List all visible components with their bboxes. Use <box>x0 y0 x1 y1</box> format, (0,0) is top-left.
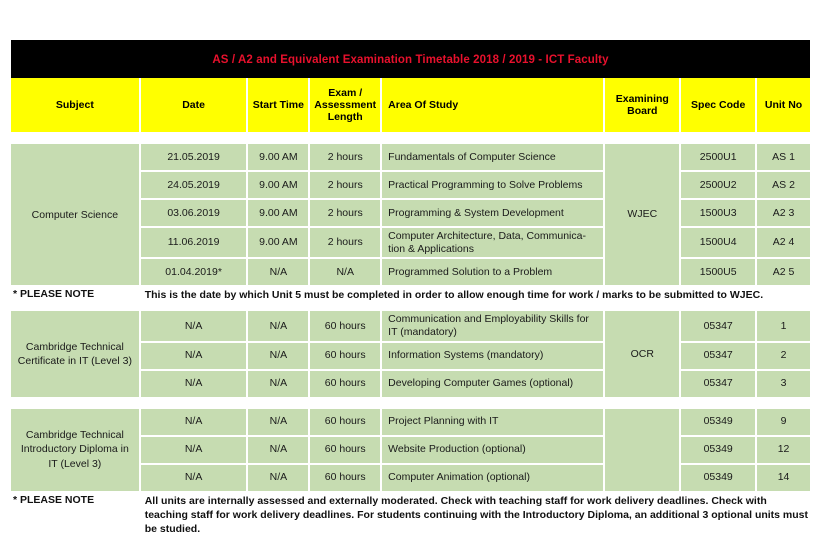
unit-no-cell: A2 5 <box>757 259 810 285</box>
subject-cell: Cambridge Technical Certificate in IT (Level 3) <box>11 311 141 396</box>
table-row <box>11 144 810 172</box>
unit-no-cell: A2 4 <box>757 228 810 259</box>
length-cell: 2 hours <box>310 144 382 172</box>
unit-no-cell: AS 2 <box>757 172 810 200</box>
start-time-cell: N/A <box>248 371 310 397</box>
column-header-examining-board: Examining Board <box>605 78 681 132</box>
date-cell: 21.05.2019 <box>141 144 249 172</box>
spec-code-cell: 05347 <box>681 343 757 371</box>
start-time-cell: N/A <box>248 437 310 465</box>
spacer-row <box>11 132 810 144</box>
spec-code-cell: 05349 <box>681 409 757 437</box>
area-of-study-cell: Website Production (optional) <box>382 437 605 465</box>
unit-no-cell: 2 <box>757 343 810 371</box>
spec-code-cell: 2500U1 <box>681 144 757 172</box>
date-cell: 24.05.2019 <box>141 172 249 200</box>
date-cell: 01.04.2019* <box>141 259 249 285</box>
examining-board-cell: WJEC <box>605 144 681 285</box>
date-cell: N/A <box>141 437 249 465</box>
area-of-study-cell: Fundamentals of Computer Science <box>382 144 605 172</box>
table-header-row <box>11 78 810 132</box>
area-of-study-cell: Programming & System Development <box>382 200 605 228</box>
start-time-cell: N/A <box>248 465 310 491</box>
unit-no-cell: 14 <box>757 465 810 491</box>
start-time-cell: 9.00 AM <box>248 144 310 172</box>
unit-no-cell: 12 <box>757 437 810 465</box>
start-time-cell: N/A <box>248 259 310 285</box>
note-label: * PLEASE NOTE <box>13 288 95 301</box>
length-cell: 60 hours <box>310 437 382 465</box>
title-bar <box>11 40 810 78</box>
date-cell: N/A <box>141 311 249 342</box>
column-header-subject: Subject <box>11 78 141 132</box>
title-bar-cell <box>11 40 810 78</box>
exam-timetable <box>11 40 810 539</box>
spacer-row <box>11 397 810 409</box>
length-cell: 60 hours <box>310 311 382 342</box>
area-of-study-cell: Developing Computer Games (optional) <box>382 371 605 397</box>
start-time-cell: N/A <box>248 409 310 437</box>
column-header-spec-code: Spec Code <box>681 78 757 132</box>
length-cell: 60 hours <box>310 465 382 491</box>
subject-cell: Cambridge Technical Introductory Diploma in IT (Level 3) <box>11 409 141 491</box>
unit-no-cell: 9 <box>757 409 810 437</box>
unit-no-cell: 1 <box>757 311 810 342</box>
length-cell: 2 hours <box>310 228 382 259</box>
spec-code-cell: 05349 <box>681 437 757 465</box>
area-of-study-cell: Information Systems (mandatory) <box>382 343 605 371</box>
column-header-area-of-study: Area Of Study <box>382 78 605 132</box>
date-cell: N/A <box>141 409 249 437</box>
column-header-start-time: Start Time <box>248 78 310 132</box>
date-cell: N/A <box>141 343 249 371</box>
length-cell: 2 hours <box>310 172 382 200</box>
area-of-study-cell: Computer Animation (optional) <box>382 465 605 491</box>
column-header-unit-no: Unit No <box>757 78 810 132</box>
length-cell: N/A <box>310 259 382 285</box>
table-row <box>11 409 810 437</box>
note-row <box>11 285 810 305</box>
start-time-cell: N/A <box>248 343 310 371</box>
examining-board-cell: OCR <box>605 311 681 396</box>
spec-code-cell: 05347 <box>681 371 757 397</box>
date-cell: 03.06.2019 <box>141 200 249 228</box>
start-time-cell: N/A <box>248 311 310 342</box>
spec-code-cell: 05347 <box>681 311 757 342</box>
area-of-study-cell: Communication and Employability Skills for IT (mandatory) <box>382 311 605 342</box>
start-time-cell: 9.00 AM <box>248 200 310 228</box>
column-header-date: Date <box>141 78 249 132</box>
spec-code-cell: 1500U4 <box>681 228 757 259</box>
unit-no-cell: 3 <box>757 371 810 397</box>
area-of-study-cell: Practical Programming to Solve Problems <box>382 172 605 200</box>
unit-no-cell: AS 1 <box>757 144 810 172</box>
length-cell: 60 hours <box>310 409 382 437</box>
date-cell: N/A <box>141 465 249 491</box>
note-body: All units are internally assessed and externally moderated. Check with teaching staff for work delivery deadlines. Check with teaching staff for work delivery deadlines. For students continuing with the Introductory Diploma, an additional 3 optional units must be studied. <box>144 494 809 535</box>
area-of-study-cell: Project Planning with IT <box>382 409 605 437</box>
area-of-study-cell: Programmed Solution to a Problem <box>382 259 605 285</box>
spec-code-cell: 1500U3 <box>681 200 757 228</box>
start-time-cell: 9.00 AM <box>248 172 310 200</box>
unit-no-cell: A2 3 <box>757 200 810 228</box>
spec-code-cell: 1500U5 <box>681 259 757 285</box>
length-cell: 60 hours <box>310 371 382 397</box>
spec-code-cell: 05349 <box>681 465 757 491</box>
length-cell: 2 hours <box>310 200 382 228</box>
spec-code-cell: 2500U2 <box>681 172 757 200</box>
note-label: * PLEASE NOTE <box>13 493 95 506</box>
table-row <box>11 311 810 342</box>
start-time-cell: 9.00 AM <box>248 228 310 259</box>
subject-cell: Computer Science <box>11 144 141 285</box>
examining-board-cell <box>605 409 681 491</box>
column-header-exam-length: Exam / Assessment Length <box>310 78 382 132</box>
note-row <box>11 491 810 539</box>
area-of-study-cell: Computer Architecture, Data, Communica-tion & Applications <box>382 228 605 259</box>
note-body: This is the date by which Unit 5 must be completed in order to allow enough time for work / marks to be submitted to WJEC. <box>144 289 764 302</box>
date-cell: 11.06.2019 <box>141 228 249 259</box>
length-cell: 60 hours <box>310 343 382 371</box>
date-cell: N/A <box>141 371 249 397</box>
page-title: AS / A2 and Equivalent Examination Timetable 2018 / 2019 - ICT Faculty <box>212 54 609 66</box>
